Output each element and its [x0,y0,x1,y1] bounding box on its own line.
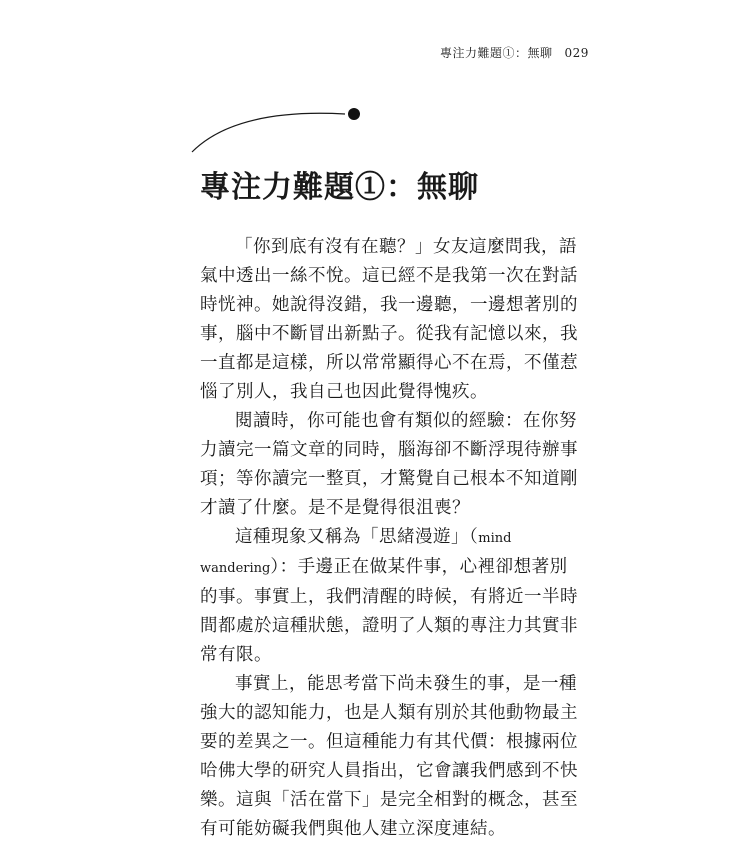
paragraph-1: 「你到底有沒有在聽？」女友這麼問我，語氣中透出一絲不悅。這已經不是我第一次在對話時恍神。她說得沒錯，我一邊聽，一邊想著別的事，腦中不斷冒出新點子。從我有記憶以來，我一直都是這樣，所以常常顯得心不在焉，不僅惹惱了別人，我自己也因此覺得愧疚。 [200,237,578,402]
paragraph-3-lead: 這種現象又稱為「思緒漫遊」（ [235,527,479,547]
running-head-chapter: 專注力難題①：無聊 [440,46,553,60]
paragraph-3 [200,523,580,670]
body-text [200,233,580,844]
paragraph-2: 閱讀時，你可能也會有類似的經驗：在你努力讀完一篇文章的同時，腦海卻不斷浮現待辦事項；等你讀完一整頁，才驚覺自己根本不知道剛才讀了什麼。是不是覺得很沮喪？ [200,411,578,518]
page-number: 029 [564,46,589,60]
arc-dot [348,108,360,120]
paragraph-3-english-term: mind wandering [200,531,512,576]
paragraph-4: 事實上，能思考當下尚未發生的事，是一種強大的認知能力，也是人類有別於其他動物最主要的差異之一。但這種能力有其代價：根據兩位哈佛大學的研究人員指出，它會讓我們感到不快樂。這與「活在當下」是完全相對的概念，甚至有可能妨礙我們與他人建立深度連結。 [200,674,578,839]
arc-curve [192,113,345,152]
chapter-title: 專注力難題①：無聊 [200,170,479,205]
paragraph-3-rest: ）：手邊正在做某件事，心裡卻想著別的事。事實上，我們清醒的時候，有將近一半時間都處於這種狀態，證明了人類的專注力其實非常有限。 [200,557,578,665]
